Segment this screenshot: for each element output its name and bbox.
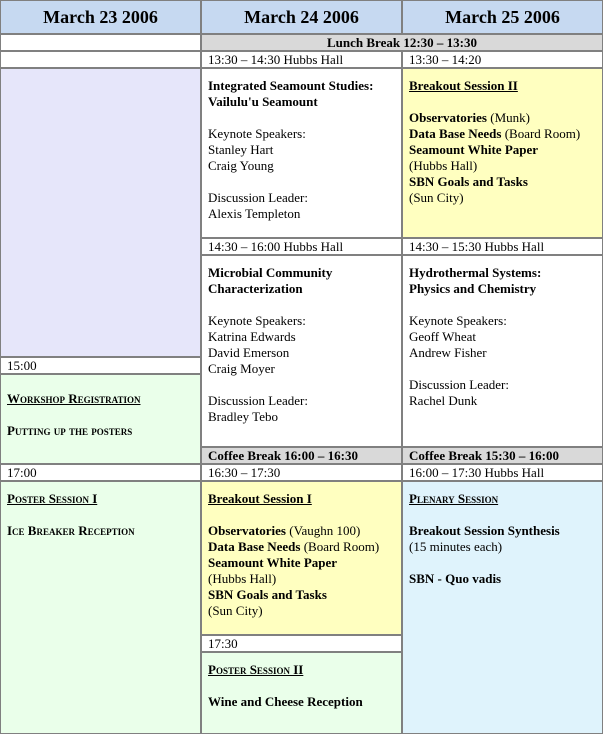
time-1630-1730: 16:30 – 17:30 bbox=[201, 464, 402, 481]
keynote-label: Keynote Speakers: bbox=[208, 313, 306, 328]
breakout-session-2-block bbox=[402, 68, 603, 238]
empty-cell bbox=[0, 34, 201, 51]
keynote-label: Keynote Speakers: bbox=[208, 126, 306, 141]
breakout-room: (Sun City) bbox=[208, 603, 263, 618]
plenary-session-title: Plenary Session bbox=[409, 491, 499, 506]
speaker: Geoff Wheat bbox=[409, 329, 477, 344]
breakout-room: (Vaughn 100) bbox=[285, 523, 361, 538]
speaker: Craig Moyer bbox=[208, 361, 275, 376]
time-1430-1530: 14:30 – 15:30 Hubbs Hall bbox=[402, 238, 603, 255]
breakout-topic: Data Base Needs bbox=[208, 539, 301, 554]
breakout-topic: Data Base Needs bbox=[409, 126, 502, 141]
breakout-title: Breakout Session I bbox=[208, 491, 312, 506]
empty-cell bbox=[0, 51, 201, 68]
breakout-room: (Hubbs Hall) bbox=[409, 158, 478, 173]
session-title: Vailulu'u Seamount bbox=[208, 94, 318, 109]
seamount-studies-block bbox=[201, 68, 402, 238]
leader-label: Discussion Leader: bbox=[208, 190, 309, 205]
header-march-23: March 23 2006 bbox=[0, 0, 201, 34]
keynote-label: Keynote Speakers: bbox=[409, 313, 507, 328]
breakout-title: Breakout Session II bbox=[409, 78, 518, 93]
time-1330-1420: 13:30 – 14:20 bbox=[402, 51, 603, 68]
lunch-break: Lunch Break 12:30 – 13:30 bbox=[201, 34, 603, 51]
time-1730: 17:30 bbox=[201, 635, 402, 652]
workshop-registration-block bbox=[0, 374, 201, 464]
plenary-session-block bbox=[402, 481, 603, 734]
coffee-break-day2: Coffee Break 16:00 – 16:30 bbox=[201, 447, 402, 464]
breakout-room: (Board Room) bbox=[300, 539, 380, 554]
synthesis-note: (15 minutes each) bbox=[409, 539, 503, 554]
breakout-room: (Hubbs Hall) bbox=[208, 571, 277, 586]
session-title: Microbial Community bbox=[208, 265, 333, 280]
poster-session-2-block bbox=[201, 652, 402, 734]
breakout-topic: Observatories bbox=[208, 523, 286, 538]
time-1600-1730: 16:00 – 17:30 Hubbs Hall bbox=[402, 464, 603, 481]
leader: Bradley Tebo bbox=[208, 409, 278, 424]
leader: Rachel Dunk bbox=[409, 393, 478, 408]
breakout-room: (Board Room) bbox=[501, 126, 581, 141]
time-1700: 17:00 bbox=[0, 464, 201, 481]
empty-lavender-block bbox=[0, 68, 201, 357]
time-1500: 15:00 bbox=[0, 357, 201, 374]
hydrothermal-systems-block bbox=[402, 255, 603, 447]
session-title: Hydrothermal Systems: bbox=[409, 265, 542, 280]
breakout-synthesis: Breakout Session Synthesis bbox=[409, 523, 560, 538]
putting-up-posters: Putting up the posters bbox=[7, 423, 133, 438]
coffee-break-day3: Coffee Break 15:30 – 16:00 bbox=[402, 447, 603, 464]
header-march-25: March 25 2006 bbox=[402, 0, 603, 34]
breakout-topic: Seamount White Paper bbox=[409, 142, 539, 157]
session-title: Physics and Chemistry bbox=[409, 281, 537, 296]
speaker: Stanley Hart bbox=[208, 142, 274, 157]
speaker: Katrina Edwards bbox=[208, 329, 296, 344]
speaker: David Emerson bbox=[208, 345, 290, 360]
speaker: Andrew Fisher bbox=[409, 345, 487, 360]
microbial-community-block bbox=[201, 255, 402, 447]
breakout-session-1-block bbox=[201, 481, 402, 635]
session-title: Characterization bbox=[208, 281, 303, 296]
speaker: Craig Young bbox=[208, 158, 274, 173]
leader-label: Discussion Leader: bbox=[208, 393, 309, 408]
time-1330-1430: 13:30 – 14:30 Hubbs Hall bbox=[201, 51, 402, 68]
leader-label: Discussion Leader: bbox=[409, 377, 510, 392]
breakout-room: (Sun City) bbox=[409, 190, 464, 205]
wine-cheese-reception: Wine and Cheese Reception bbox=[208, 694, 363, 709]
time-1430-1600: 14:30 – 16:00 Hubbs Hall bbox=[201, 238, 402, 255]
leader: Alexis Templeton bbox=[208, 206, 301, 221]
ice-breaker-reception: Ice Breaker Reception bbox=[7, 523, 135, 538]
breakout-topic: Observatories bbox=[409, 110, 487, 125]
breakout-room: (Munk) bbox=[486, 110, 530, 125]
workshop-registration-title: Workshop Registration bbox=[7, 391, 141, 406]
quo-vadis: SBN - Quo vadis bbox=[409, 571, 502, 586]
header-march-24: March 24 2006 bbox=[201, 0, 402, 34]
breakout-topic: SBN Goals and Tasks bbox=[208, 587, 327, 602]
breakout-topic: SBN Goals and Tasks bbox=[409, 174, 528, 189]
poster-session-2-title: Poster Session II bbox=[208, 662, 304, 677]
session-title: Integrated Seamount Studies: bbox=[208, 78, 374, 93]
breakout-topic: Seamount White Paper bbox=[208, 555, 338, 570]
poster-session-1-title: Poster Session I bbox=[7, 491, 98, 506]
poster-session-1-block bbox=[0, 481, 201, 734]
